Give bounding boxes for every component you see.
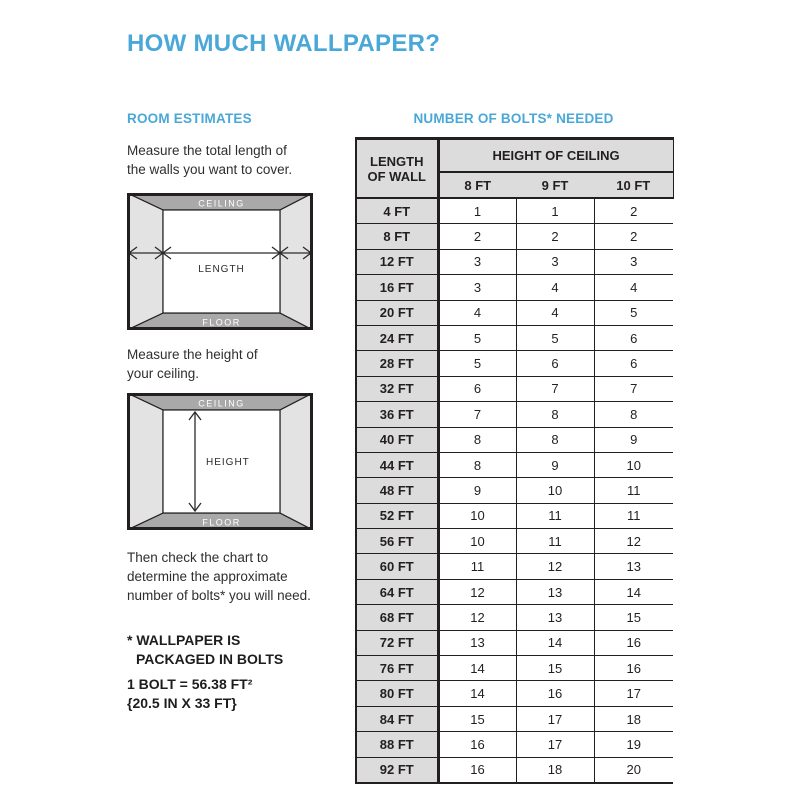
wall-length-cell: 68 FT <box>356 605 438 630</box>
bolt-count-cell: 2 <box>438 224 516 249</box>
wall-length-cell: 4 FT <box>356 198 438 224</box>
wall-length-cell: 36 FT <box>356 402 438 427</box>
room-estimates-heading: ROOM ESTIMATES <box>127 111 252 126</box>
wall-length-cell: 64 FT <box>356 579 438 604</box>
bolt-count-cell: 8 <box>516 427 594 452</box>
bolt-count-cell: 5 <box>438 351 516 376</box>
bolt-count-cell: 10 <box>516 478 594 503</box>
bolt-count-cell: 16 <box>438 757 516 783</box>
wall-length-cell: 80 FT <box>356 681 438 706</box>
bolt-count-cell: 7 <box>438 402 516 427</box>
table-row <box>356 630 673 655</box>
length-dimension-label: LENGTH <box>198 264 245 275</box>
table-row <box>356 427 673 452</box>
wall-length-cell: 76 FT <box>356 656 438 681</box>
bolt-count-cell: 18 <box>516 757 594 783</box>
wall-length-cell: 60 FT <box>356 554 438 579</box>
bolt-size-info <box>127 675 252 713</box>
bolt-count-cell: 12 <box>516 554 594 579</box>
bolt-count-cell: 5 <box>516 325 594 350</box>
bolt-count-cell: 8 <box>516 402 594 427</box>
bolt-count-cell: 14 <box>594 579 673 604</box>
table-row <box>356 732 673 757</box>
bolt-count-cell: 15 <box>438 706 516 731</box>
bolts-table <box>355 137 674 784</box>
right-wall <box>280 193 313 330</box>
bolt-count-cell: 10 <box>438 529 516 554</box>
back-wall <box>163 210 280 313</box>
col-header-length-of-wall <box>356 139 438 199</box>
bolt-count-cell: 10 <box>438 503 516 528</box>
table-row <box>356 275 673 300</box>
wall-length-cell: 52 FT <box>356 503 438 528</box>
bolt-size-line2: {20.5 IN X 33 FT} <box>127 695 237 711</box>
table-row <box>356 325 673 350</box>
wall-length-cell: 48 FT <box>356 478 438 503</box>
bolt-count-cell: 3 <box>594 249 673 274</box>
wall-length-cell: 84 FT <box>356 706 438 731</box>
bolt-count-cell: 6 <box>516 351 594 376</box>
bolt-count-cell: 9 <box>438 478 516 503</box>
bolt-count-cell: 3 <box>516 249 594 274</box>
left-wall <box>127 193 163 330</box>
right-wall <box>280 393 313 530</box>
instruction-height <box>127 345 258 383</box>
bolt-count-cell: 13 <box>438 630 516 655</box>
bolt-count-cell: 6 <box>594 351 673 376</box>
instruction-height-line2: your ceiling. <box>127 366 200 381</box>
bolt-count-cell: 2 <box>594 198 673 224</box>
table-row <box>356 579 673 604</box>
room-height-diagram <box>127 393 313 530</box>
bolt-count-cell: 2 <box>594 224 673 249</box>
wall-length-cell: 12 FT <box>356 249 438 274</box>
wall-length-cell: 88 FT <box>356 732 438 757</box>
bolt-count-cell: 8 <box>594 402 673 427</box>
table-row <box>356 224 673 249</box>
bolt-count-cell: 15 <box>516 656 594 681</box>
height-dimension-label: HEIGHT <box>206 457 250 468</box>
bolts-table-heading: NUMBER OF BOLTS* NEEDED <box>413 111 614 126</box>
table-header-row-1 <box>356 139 673 173</box>
table-row <box>356 529 673 554</box>
bolt-count-cell: 3 <box>438 275 516 300</box>
bolt-count-cell: 16 <box>438 732 516 757</box>
instruction-chart-line1: Then check the chart to <box>127 550 269 565</box>
table-row <box>356 681 673 706</box>
table-row <box>356 452 673 477</box>
bolt-count-cell: 15 <box>594 605 673 630</box>
bolt-count-cell: 9 <box>516 452 594 477</box>
bolt-count-cell: 17 <box>594 681 673 706</box>
bolt-count-cell: 19 <box>594 732 673 757</box>
bolts-footnote <box>127 631 283 669</box>
table-row <box>356 351 673 376</box>
table-row <box>356 656 673 681</box>
bolt-count-cell: 20 <box>594 757 673 783</box>
bolt-count-cell: 17 <box>516 706 594 731</box>
bolt-count-cell: 4 <box>516 275 594 300</box>
bolt-count-cell: 5 <box>594 300 673 325</box>
table-row <box>356 376 673 401</box>
wall-length-cell: 32 FT <box>356 376 438 401</box>
left-wall <box>127 393 163 530</box>
floor-label: FLOOR <box>202 517 241 528</box>
ceiling-label: CEILING <box>198 398 245 409</box>
instruction-chart-line2: determine the approximate <box>127 569 288 584</box>
bolt-count-cell: 16 <box>594 656 673 681</box>
bolt-count-cell: 7 <box>594 376 673 401</box>
wall-length-cell: 16 FT <box>356 275 438 300</box>
bolt-count-cell: 11 <box>516 503 594 528</box>
bolt-count-cell: 12 <box>438 605 516 630</box>
instruction-height-line1: Measure the height of <box>127 347 258 362</box>
page-title: HOW MUCH WALLPAPER? <box>127 30 441 57</box>
bolt-count-cell: 9 <box>594 427 673 452</box>
wall-length-cell: 28 FT <box>356 351 438 376</box>
bolt-count-cell: 4 <box>516 300 594 325</box>
instruction-chart <box>127 548 311 605</box>
table-row <box>356 706 673 731</box>
instruction-chart-line3: number of bolts* you will need. <box>127 588 311 603</box>
bolt-count-cell: 6 <box>438 376 516 401</box>
bolt-count-cell: 14 <box>438 681 516 706</box>
bolt-count-cell: 1 <box>516 198 594 224</box>
bolt-count-cell: 6 <box>594 325 673 350</box>
table-row <box>356 402 673 427</box>
bolt-count-cell: 2 <box>516 224 594 249</box>
bolt-count-cell: 12 <box>594 529 673 554</box>
col-header-height-of-ceiling: HEIGHT OF CEILING <box>438 139 673 173</box>
bolt-count-cell: 4 <box>438 300 516 325</box>
bolt-count-cell: 14 <box>438 656 516 681</box>
bolt-count-cell: 16 <box>594 630 673 655</box>
bolt-count-cell: 8 <box>438 427 516 452</box>
bolt-count-cell: 17 <box>516 732 594 757</box>
wall-length-cell: 56 FT <box>356 529 438 554</box>
wall-length-cell: 44 FT <box>356 452 438 477</box>
table-row <box>356 478 673 503</box>
bolt-count-cell: 13 <box>516 605 594 630</box>
bolt-count-cell: 8 <box>438 452 516 477</box>
bolt-count-cell: 4 <box>594 275 673 300</box>
instruction-length-line2: the walls you want to cover. <box>127 162 293 177</box>
col-header-9ft: 9 FT <box>516 172 594 198</box>
ceiling-label: CEILING <box>198 198 245 209</box>
table-row <box>356 300 673 325</box>
table-row <box>356 503 673 528</box>
table-body <box>356 198 673 783</box>
bolt-count-cell: 14 <box>516 630 594 655</box>
bolts-footnote-line2: PACKAGED IN BOLTS <box>136 651 284 667</box>
bolt-count-cell: 18 <box>594 706 673 731</box>
bolt-count-cell: 16 <box>516 681 594 706</box>
bolt-size-line1: 1 BOLT = 56.38 FT² <box>127 676 253 692</box>
bolt-count-cell: 11 <box>594 478 673 503</box>
bolt-count-cell: 11 <box>594 503 673 528</box>
wall-length-cell: 24 FT <box>356 325 438 350</box>
bolt-count-cell: 10 <box>594 452 673 477</box>
instruction-length <box>127 141 292 179</box>
col-header-10ft: 10 FT <box>594 172 673 198</box>
bolt-count-cell: 13 <box>516 579 594 604</box>
instruction-length-line1: Measure the total length of <box>127 143 287 158</box>
wall-length-cell: 72 FT <box>356 630 438 655</box>
length-of-wall-line1: LENGTH <box>370 153 424 169</box>
wall-length-cell: 40 FT <box>356 427 438 452</box>
length-of-wall-line2: OF WALL <box>367 168 426 184</box>
table-row <box>356 198 673 224</box>
wall-length-cell: 20 FT <box>356 300 438 325</box>
table-row <box>356 605 673 630</box>
floor-label: FLOOR <box>202 317 241 328</box>
bolt-count-cell: 5 <box>438 325 516 350</box>
table-row <box>356 249 673 274</box>
bolts-footnote-line1: * WALLPAPER IS <box>127 632 241 648</box>
bolt-count-cell: 11 <box>438 554 516 579</box>
table-row <box>356 554 673 579</box>
table-row <box>356 757 673 783</box>
bolt-count-cell: 11 <box>516 529 594 554</box>
bolt-count-cell: 13 <box>594 554 673 579</box>
bolt-count-cell: 1 <box>438 198 516 224</box>
wall-length-cell: 92 FT <box>356 757 438 783</box>
wall-length-cell: 8 FT <box>356 224 438 249</box>
bolt-count-cell: 7 <box>516 376 594 401</box>
bolt-count-cell: 3 <box>438 249 516 274</box>
room-length-diagram <box>127 193 313 330</box>
col-header-8ft: 8 FT <box>438 172 516 198</box>
bolt-count-cell: 12 <box>438 579 516 604</box>
